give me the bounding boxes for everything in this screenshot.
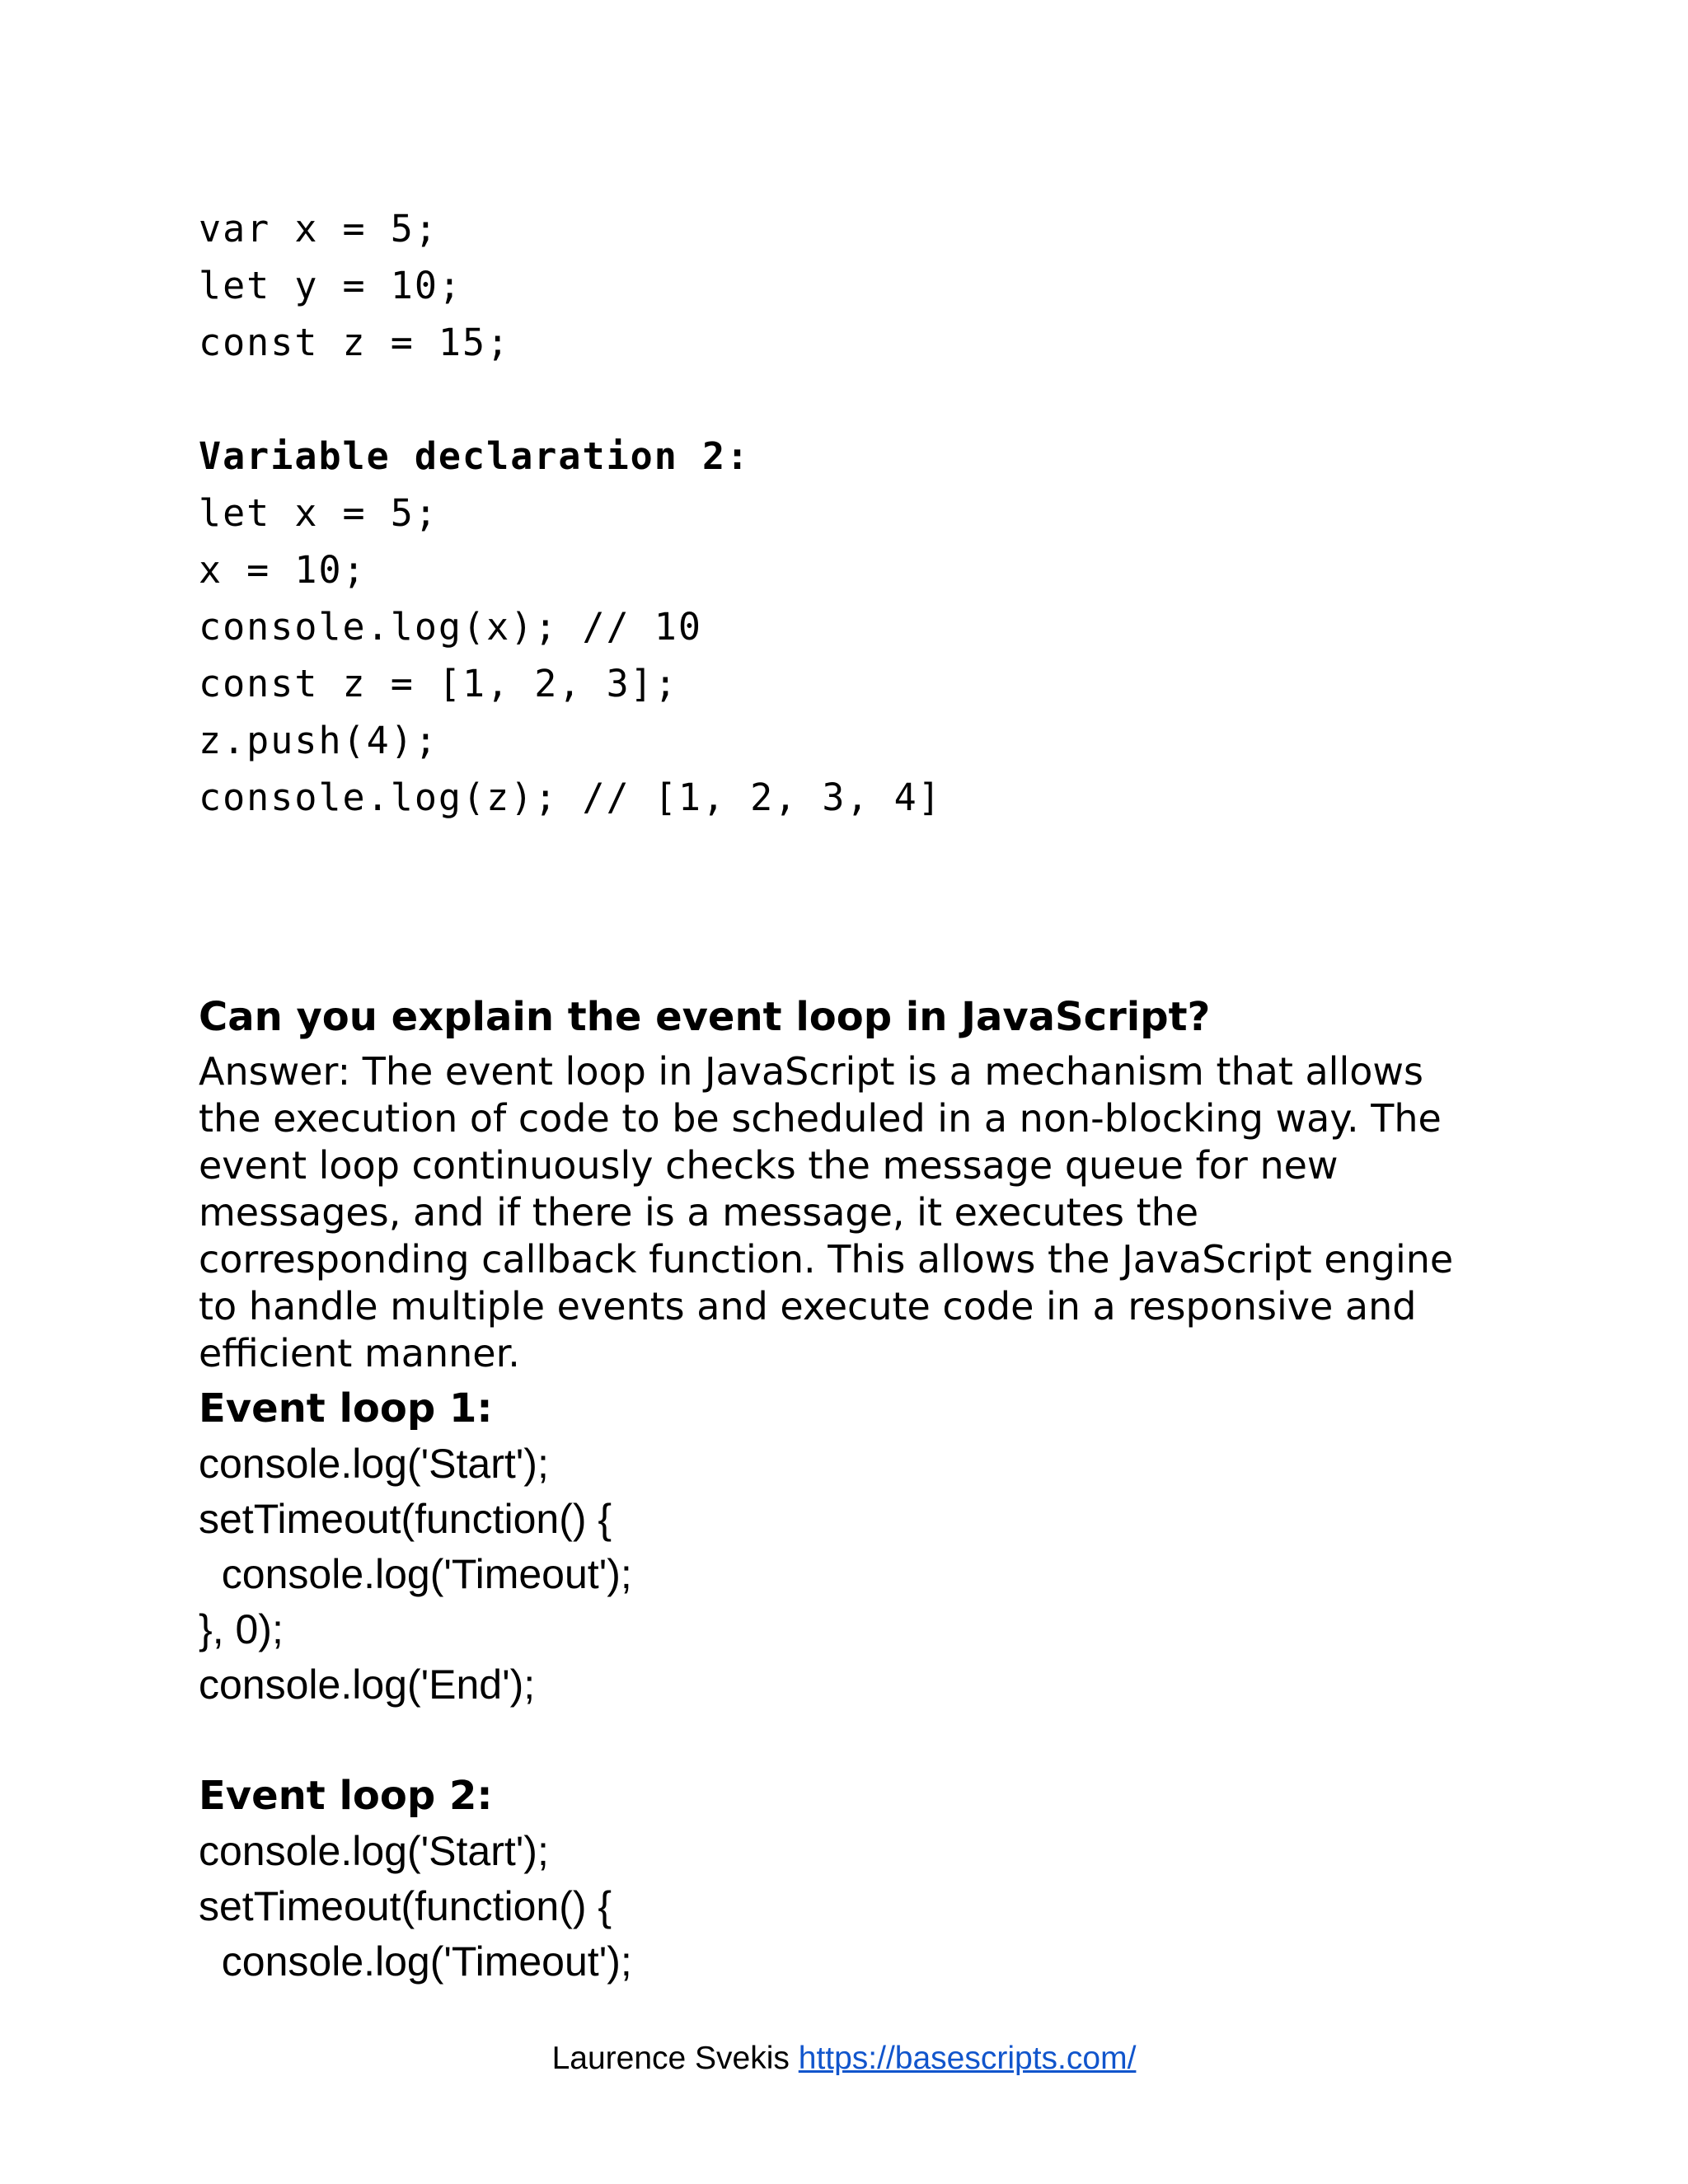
code-line: z.push(4);	[199, 719, 438, 762]
code-line: var x = 5;	[199, 207, 438, 251]
code-line: console.log(x); // 10	[199, 605, 702, 649]
blank-line	[199, 371, 1517, 428]
footer-author: Laurence Svekis	[551, 2041, 799, 2076]
code-line: const z = 15;	[199, 321, 511, 364]
code-line: }, 0);	[199, 1606, 284, 1652]
code-line: const z = [1, 2, 3];	[199, 662, 678, 705]
answer-line: event loop continuously checks the message queue for new	[199, 1143, 1339, 1188]
answer-line: Answer: The event loop in JavaScript is a mechanism that allows	[199, 1049, 1423, 1094]
section-heading-event-loop-1: Event loop 1:	[199, 1385, 493, 1432]
event-loop-2-section	[199, 1769, 1517, 1990]
code-line: console.log('Start');	[199, 1828, 549, 1874]
answer-paragraph	[199, 1048, 1517, 1377]
answer-line: corresponding callback function. This allows the JavaScript engine	[199, 1237, 1454, 1282]
event-loop-1-section	[199, 1381, 1517, 1713]
code-line: console.log('Timeout');	[199, 1938, 632, 1985]
code-line: console.log('End');	[199, 1661, 536, 1708]
footer-link[interactable]: https://basescripts.com/	[798, 2041, 1137, 2076]
code-line: x = 10;	[199, 548, 367, 592]
answer-line: the execution of code to be scheduled in a non-blocking way. The	[199, 1096, 1442, 1141]
page-footer	[0, 2036, 1688, 2082]
question-heading: Can you explain the event loop in JavaScript?	[199, 994, 1211, 1040]
code-line: setTimeout(function() {	[199, 1883, 612, 1929]
answer-line: to handle multiple events and execute code in a responsive and	[199, 1284, 1417, 1329]
code-line: console.log('Timeout');	[199, 1551, 632, 1597]
code-line: let y = 10;	[199, 264, 463, 307]
code-line: setTimeout(function() {	[199, 1496, 612, 1542]
code-line: console.log(z); // [1, 2, 3, 4]	[199, 776, 942, 819]
section-heading-event-loop-2: Event loop 2:	[199, 1773, 493, 1819]
code-line: let x = 5;	[199, 491, 438, 535]
answer-line: messages, and if there is a message, it executes the	[199, 1190, 1199, 1235]
code-snippet-variables	[199, 200, 1517, 826]
section-heading-variable-declaration-2: Variable declaration 2:	[199, 434, 751, 478]
code-line: console.log('Start');	[199, 1441, 549, 1487]
answer-line: efficient manner.	[199, 1331, 520, 1376]
